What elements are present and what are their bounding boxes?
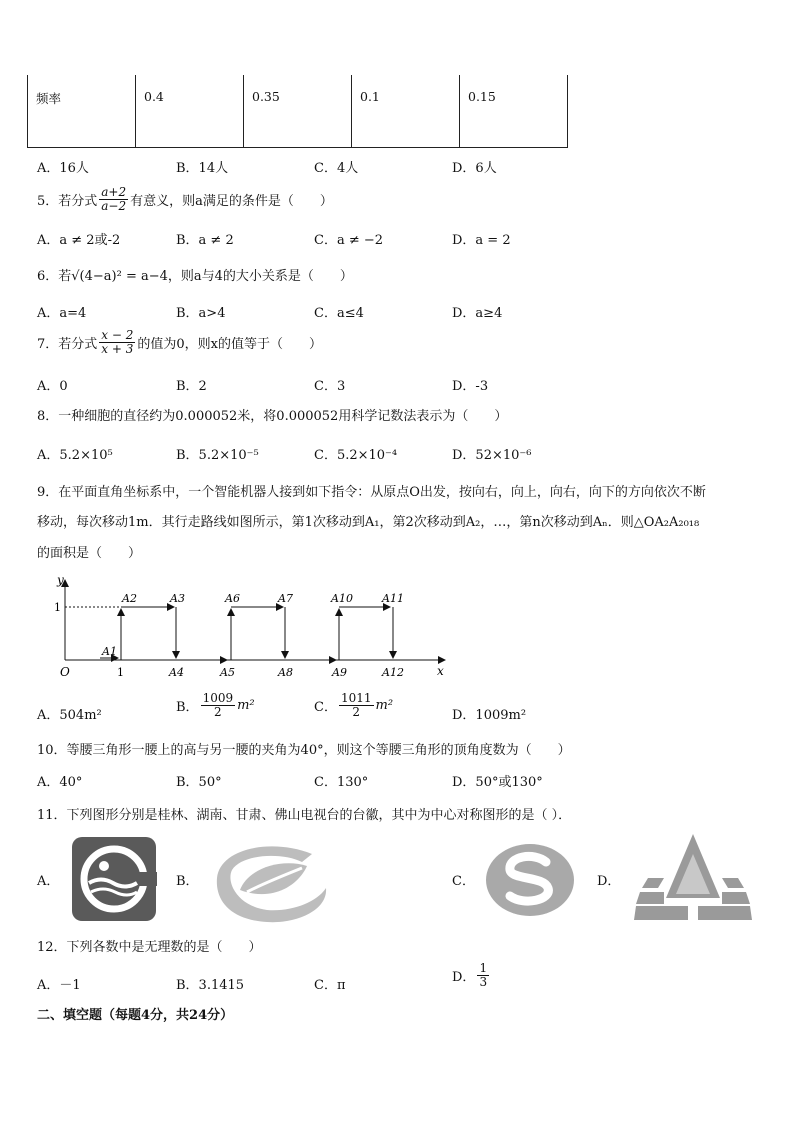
frac-den: 3	[479, 975, 488, 989]
q12-option-d-label: D．	[452, 970, 476, 985]
point-label: A5	[220, 666, 235, 679]
q9-line2: 移动，每次移动1m．其行走路线如图所示，第1次移动到A₁，第2次移动到A₂，…，第n次移动到Aₙ．则△OA₂A₂₀₁₈	[37, 515, 700, 530]
q4-option-d: D．6人	[452, 161, 497, 176]
q7-option-b: B．2	[176, 379, 207, 394]
point-label: A2	[122, 592, 137, 605]
point-label: A11	[382, 592, 404, 605]
robot-path-figure	[40, 572, 460, 682]
frac-den: 2	[214, 705, 222, 719]
x-tick-label: 1	[117, 666, 124, 679]
point-label: A3	[170, 592, 185, 605]
q6-option-b: B．a>4	[176, 306, 226, 321]
q6-option-d: D．a≥4	[452, 306, 503, 321]
q10-option-b: B．50°	[176, 775, 222, 790]
q7-frac-num: x − 2	[101, 328, 134, 342]
table-cell: 0.1	[352, 75, 460, 147]
q7-post: 的值为0，则x的值等于（ ）	[137, 337, 322, 352]
q7-frac-den: x + 3	[101, 342, 134, 356]
section-heading: 二、填空题（每题4分，共24分）	[37, 1008, 234, 1023]
q5-option-b: B．a ≠ 2	[176, 233, 234, 248]
table-cell: 0.4	[136, 75, 244, 147]
q9-option-c	[314, 692, 393, 719]
q11-label-b: B．	[176, 874, 199, 889]
q7-stem	[37, 329, 322, 356]
q9-option-d: D．1009m²	[452, 708, 527, 723]
q8-stem: 8．一种细胞的直径约为0.000052米，将0.000052用科学记数法表示为（ ）	[37, 409, 508, 424]
q11-label-a: A．	[37, 874, 60, 889]
point-label: A10	[331, 592, 353, 605]
frac-num: 1009	[202, 691, 234, 705]
q11-stem: 11．下列图形分别是桂林、湖南、甘肃、佛山电视台的台徽，其中为中心对称图形的是（ ）．	[37, 808, 572, 823]
q7-pre: 7．若分式	[37, 337, 98, 352]
q10-stem: 10．等腰三角形一腰上的高与另一腰的夹角为40°，则这个等腰三角形的顶角度数为（ ）	[37, 743, 571, 758]
q4-option-c: C．4人	[314, 161, 359, 176]
q5-option-d: D．a = 2	[452, 233, 511, 248]
q10-option-d: D．50°或130°	[452, 775, 543, 790]
q7-option-d: D．-3	[452, 379, 489, 394]
frac-num: 1011	[340, 691, 372, 705]
q5-option-c: C．a ≠ −2	[314, 233, 384, 248]
gansu-logo-image	[484, 840, 576, 920]
q6-option-a: A．a=4	[37, 306, 87, 321]
point-label: A6	[225, 592, 240, 605]
table-cell: 0.35	[244, 75, 352, 147]
point-label: A8	[278, 666, 293, 679]
q4-option-a: A．16人	[37, 161, 89, 176]
q5-post: 有意义，则a满足的条件是（ ）	[130, 194, 333, 209]
y-axis-label: y	[57, 573, 64, 587]
point-label: A9	[332, 666, 347, 679]
hunan-logo-image	[212, 840, 330, 924]
q9-option-b	[176, 692, 255, 719]
q9-option-b-label: B．	[176, 700, 199, 715]
unit: m²	[375, 698, 394, 713]
point-label: A7	[278, 592, 293, 605]
q9-line1: 9．在平面直角坐标系中，一个智能机器人接到如下指令：从原点O出发，按向右，向上，向右，向下的方向依次不断	[37, 485, 706, 500]
q9-line3: 的面积是（ ）	[37, 546, 142, 561]
q12-option-d-frac	[477, 962, 489, 989]
table-cell: 0.15	[460, 75, 568, 147]
q12-option-a: A．－1	[37, 978, 81, 993]
q10-option-a: A．40°	[37, 775, 83, 790]
q10-option-c: C．130°	[314, 775, 369, 790]
q5-frac-den: a−2	[101, 199, 127, 213]
q8-option-a: A．5.2×10⁵	[37, 448, 113, 463]
q4-option-b: B．14人	[176, 161, 229, 176]
q7-fraction	[99, 329, 135, 356]
q11-label-d: D．	[597, 874, 621, 889]
q5-fraction	[99, 186, 128, 213]
y-tick-label: 1	[54, 601, 61, 614]
point-label: A1	[102, 645, 117, 658]
foshan-logo-image	[634, 832, 752, 922]
q5-frac-num: a+2	[101, 185, 127, 199]
q8-option-c: C．5.2×10⁻⁴	[314, 448, 398, 463]
q9-option-a: A．504m²	[37, 708, 102, 723]
q6-option-c: C．a≤4	[314, 306, 364, 321]
q5-option-a: A．a ≠ 2或-2	[37, 233, 121, 248]
q12-stem: 12．下列各数中是无理数的是（ ）	[37, 940, 262, 955]
q12-option-c: C．π	[314, 978, 346, 993]
q12-option-b: B．3.1415	[176, 978, 245, 993]
table-cell: 频率	[28, 75, 136, 147]
point-label: A12	[382, 666, 404, 679]
frac-den: 2	[352, 705, 361, 719]
q8-option-d: D．52×10⁻⁶	[452, 448, 532, 463]
frac-num: 1	[479, 961, 488, 975]
q5-stem	[37, 186, 333, 213]
q8-option-b: B．5.2×10⁻⁵	[176, 448, 259, 463]
guilin-logo-image	[71, 836, 157, 922]
q12-option-d	[452, 962, 491, 989]
q6-stem: 6．若√(4−a)² = a−4，则a与4的大小关系是（ ）	[37, 269, 353, 284]
x-axis-label: x	[437, 664, 444, 678]
unit: m²	[237, 698, 255, 713]
point-label: A4	[169, 666, 184, 679]
q9-option-c-label: C．	[314, 700, 337, 715]
q9-option-c-frac	[339, 692, 374, 719]
frequency-table	[27, 75, 568, 148]
q11-label-c: C．	[452, 874, 475, 889]
q5-pre: 5．若分式	[37, 194, 98, 209]
origin-label: O	[60, 665, 70, 679]
q7-option-c: C．3	[314, 379, 346, 394]
q9-option-b-frac	[201, 692, 236, 719]
q7-option-a: A．0	[37, 379, 68, 394]
